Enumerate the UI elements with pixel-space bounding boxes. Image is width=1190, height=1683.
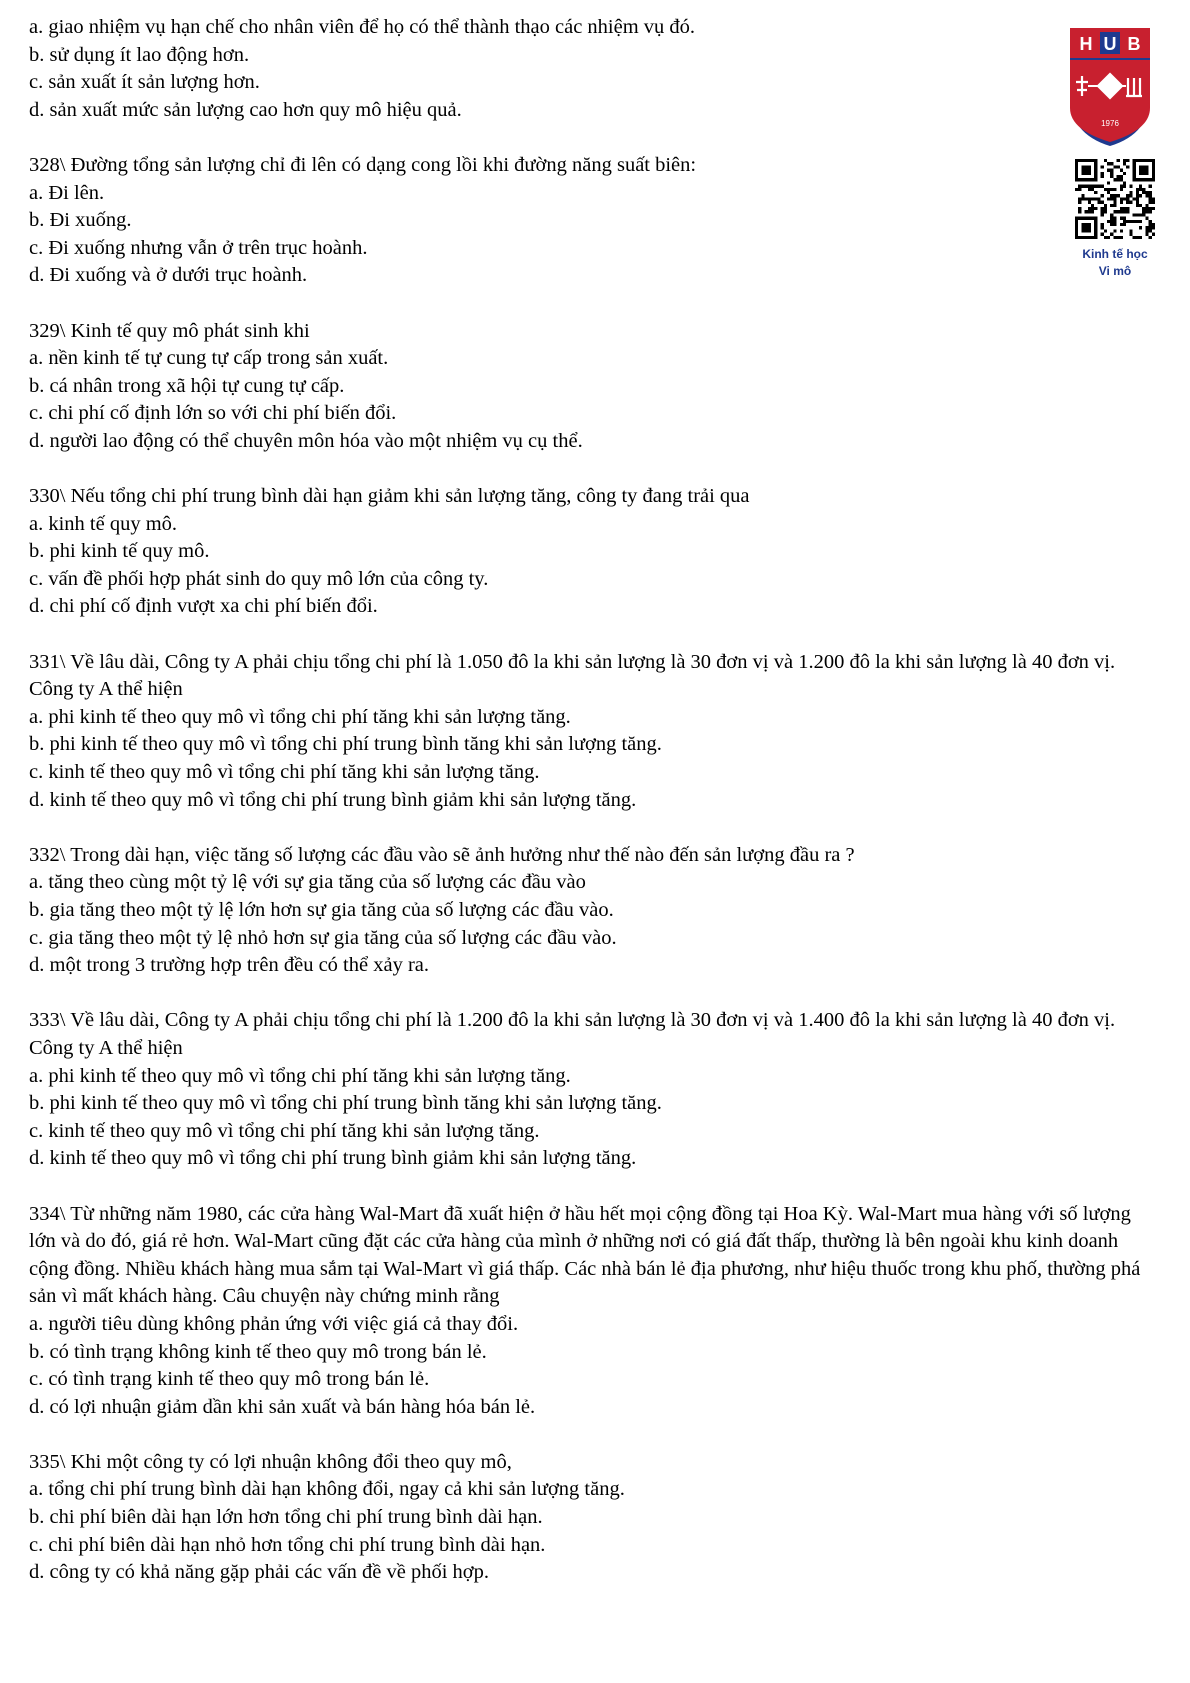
answer-option: d. Đi xuống và ở dưới trục hoành. — [29, 264, 308, 287]
qr-code-icon — [1075, 159, 1155, 239]
answer-option: d. công ty có khả năng gặp phải các vấn đề về phối hợp. — [29, 1561, 489, 1584]
answer-option: d. một trong 3 trường hợp trên đều có thể xảy ra. — [29, 954, 429, 977]
document-body — [29, 14, 1159, 1614]
answer-option: b. phi kinh tế theo quy mô vì tổng chi phí trung bình tăng khi sản lượng tăng. — [29, 733, 662, 756]
question-block — [29, 318, 1159, 456]
answer-option: a. tăng theo cùng một tỷ lệ với sự gia tăng của số lượng các đầu vào — [29, 871, 586, 894]
answer-option: d. chi phí cố định vượt xa chi phí biến đổi. — [29, 595, 378, 618]
answer-option: a. giao nhiệm vụ hạn chế cho nhân viên để họ có thể thành thạo các nhiệm vụ đó. — [29, 16, 696, 38]
answer-option: c. chi phí biên dài hạn nhỏ hơn tổng chi phí trung bình dài hạn. — [29, 1533, 546, 1556]
answer-option: b. phi kinh tế theo quy mô vì tổng chi phí trung bình tăng khi sản lượng tăng. — [29, 1092, 662, 1115]
answer-option: a. kinh tế quy mô. — [29, 512, 178, 535]
question-stem: 330\ Nếu tổng chi phí trung bình dài hạn giảm khi sản lượng tăng, công ty đang trải qua — [29, 485, 750, 508]
logo-letter-h: H — [1079, 34, 1093, 54]
answer-option: a. tổng chi phí trung bình dài hạn không đổi, ngay cả khi sản lượng tăng. — [29, 1478, 625, 1501]
qr-caption-line-2: Vi mô — [1098, 264, 1132, 278]
answer-option: a. Đi lên. — [29, 181, 105, 204]
question-block — [29, 1201, 1159, 1422]
answer-option: c. kinh tế theo quy mô vì tổng chi phí tăng khi sản lượng tăng. — [29, 761, 540, 784]
question-block — [29, 649, 1159, 815]
hub-logo — [1066, 26, 1154, 148]
qr-caption — [1055, 246, 1175, 280]
qr-caption-line-1: Kinh tế học — [1082, 247, 1148, 261]
answer-option: c. Đi xuống nhưng vẫn ở trên trục hoành. — [29, 236, 368, 259]
question-block — [29, 483, 1159, 621]
logo-letter-u: U — [1103, 34, 1117, 54]
question-stem: 332\ Trong dài hạn, việc tăng số lượng các đầu vào sẽ ảnh hưởng như thế nào đến sản lượng đầu ra ? — [29, 843, 855, 866]
question-stem: 334\ Từ những năm 1980, các cửa hàng Wal-Mart đã xuất hiện ở hầu hết mọi cộng đồng tại Hoa Kỳ. Wal-Mart mua hàng với số lượng lớn và do đó, giá rẻ hơn. Wal-Mart cũng đặt các cửa hàng của mình ở những nơi có giá đất thấp, thường là bên ngoài khu kinh doanh cộng đồng. Nhiều khách hàng mua sắm tại Wal-Mart vì giá thấp. Các nhà bán lẻ địa phương, như hiệu thuốc trong khu phố, thường phá sản vì mất khách hàng. Câu chuyện này chứng minh rằng — [29, 1202, 1141, 1308]
question-block — [29, 842, 1159, 980]
question-stem: 328\ Đường tổng sản lượng chỉ đi lên có dạng cong lồi khi đường năng suất biên: — [29, 153, 697, 176]
logo-letter-b: B — [1127, 34, 1141, 54]
answer-option: b. Đi xuống. — [29, 209, 132, 232]
answer-option: d. có lợi nhuận giảm dần khi sản xuất và bán hàng hóa bán lẻ. — [29, 1395, 536, 1418]
answer-option: c. sản xuất ít sản lượng hơn. — [29, 71, 260, 94]
logo-year: 1976 — [1101, 119, 1119, 128]
question-block — [29, 1007, 1159, 1173]
answer-option: b. gia tăng theo một tỷ lệ lớn hơn sự gia tăng của số lượng các đầu vào. — [29, 899, 614, 921]
question-stem: 335\ Khi một công ty có lợi nhuận không đổi theo quy mô, — [29, 1450, 512, 1473]
answer-option: d. người lao động có thể chuyên môn hóa vào một nhiệm vụ cụ thể. — [29, 429, 583, 452]
answer-option: b. phi kinh tế quy mô. — [29, 540, 210, 563]
answer-option: b. cá nhân trong xã hội tự cung tự cấp. — [29, 374, 345, 397]
question-stem: 329\ Kinh tế quy mô phát sinh khi — [29, 319, 310, 342]
question-stem: 331\ Về lâu dài, Công ty A phải chịu tổng chi phí là 1.050 đô la khi sản lượng là 30 đơn vị và 1.200 đô la khi sản lượng là 40 đơn vị. Công ty A thể hiện — [29, 650, 1116, 701]
answer-option: b. sử dụng ít lao động hơn. — [29, 43, 250, 66]
answer-option: a. phi kinh tế theo quy mô vì tổng chi phí tăng khi sản lượng tăng. — [29, 1064, 571, 1087]
answer-option: d. kinh tế theo quy mô vì tổng chi phí trung bình giảm khi sản lượng tăng. — [29, 1147, 637, 1170]
answer-option: a. nền kinh tế tự cung tự cấp trong sản xuất. — [29, 347, 389, 370]
answer-option: a. người tiêu dùng không phản ứng với việc giá cả thay đổi. — [29, 1312, 519, 1335]
question-block — [29, 152, 1159, 290]
answer-option: c. chi phí cố định lớn so với chi phí biến đổi. — [29, 402, 397, 425]
answer-option: b. có tình trạng không kinh tế theo quy mô trong bán lẻ. — [29, 1340, 487, 1363]
answer-option: d. sản xuất mức sản lượng cao hơn quy mô hiệu quả. — [29, 98, 462, 121]
answer-option: a. phi kinh tế theo quy mô vì tổng chi phí tăng khi sản lượng tăng. — [29, 705, 571, 728]
question-block — [29, 14, 1159, 124]
answer-option: c. vấn đề phối hợp phát sinh do quy mô lớn của công ty. — [29, 567, 489, 590]
question-block — [29, 1449, 1159, 1587]
answer-option: c. có tình trạng kinh tế theo quy mô trong bán lẻ. — [29, 1368, 430, 1391]
question-stem: 333\ Về lâu dài, Công ty A phải chịu tổng chi phí là 1.200 đô la khi sản lượng là 30 đơn vị và 1.400 đô la khi sản lượng là 40 đơn vị. Công ty A thể hiện — [29, 1009, 1116, 1059]
answer-option: b. chi phí biên dài hạn lớn hơn tổng chi phí trung bình dài hạn. — [29, 1506, 543, 1529]
answer-option: c. gia tăng theo một tỷ lệ nhỏ hơn sự gia tăng của số lượng các đầu vào. — [29, 926, 617, 949]
answer-option: d. kinh tế theo quy mô vì tổng chi phí trung bình giảm khi sản lượng tăng. — [29, 788, 637, 811]
answer-option: c. kinh tế theo quy mô vì tổng chi phí tăng khi sản lượng tăng. — [29, 1119, 540, 1142]
